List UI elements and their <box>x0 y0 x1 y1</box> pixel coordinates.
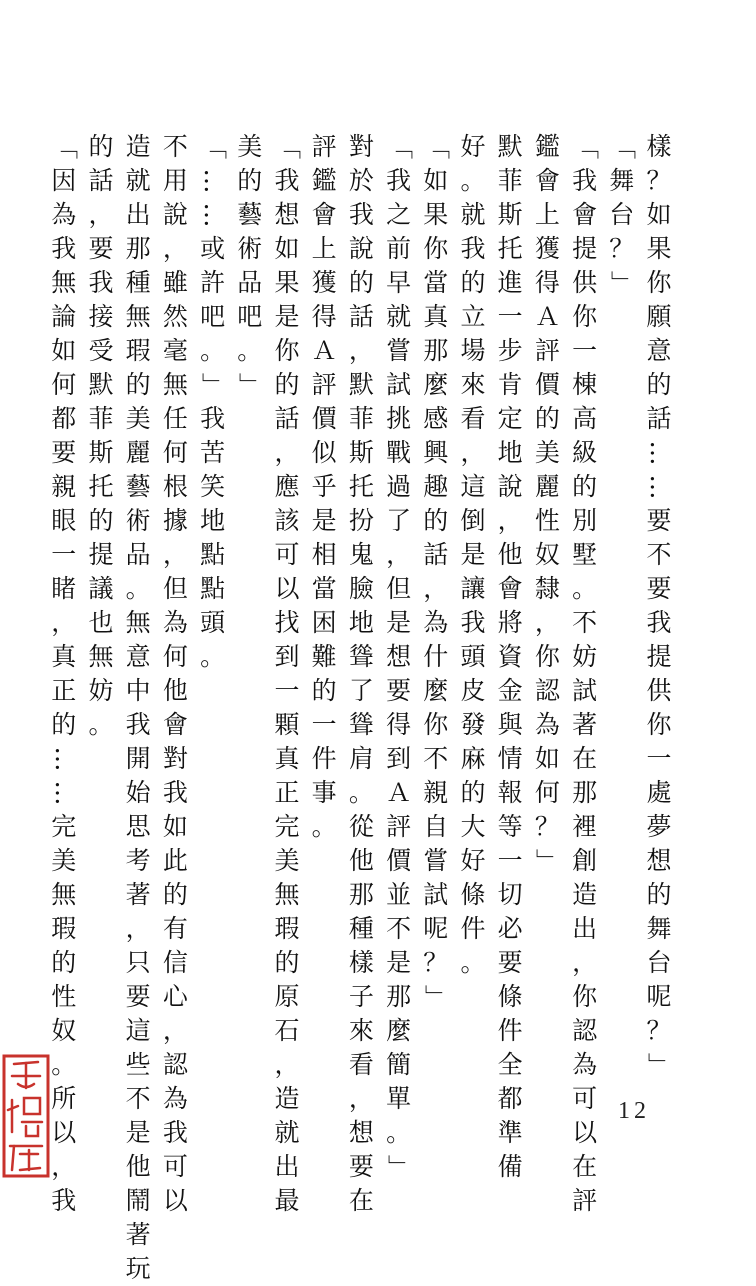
seal-stamp <box>2 1054 50 1178</box>
text-column: 好 。 就 我 的 立 場 來 看 ， 這 倒 是 讓 我 頭 皮 發 麻 的 大 好 條 件 。 <box>460 132 486 977</box>
text-column: 「 我 會 提 供 你 一 棟 高 級 的 別 墅 。 不 妨 試 著 在 那 裡 創 造 出 ， 你 認 為 可 以 在 評 <box>570 134 600 1215</box>
text-column: 「 如 果 你 當 真 那 麼 感 興 趣 的 話 ， 為 什 麼 你 不 親 自 嘗 試 呢 ？ 」 <box>421 134 451 1010</box>
text-column: 「 … … 或 許 吧 。 」 我 苦 笑 地 點 點 頭 。 <box>198 134 228 671</box>
page-number: 12 <box>618 1098 650 1124</box>
text-column: 「 我 之 前 早 就 嘗 試 挑 戰 過 了 ， 但 是 想 要 得 到 Ａ 評 價 並 不 是 那 麼 簡 單 。 」 <box>384 134 414 1180</box>
text-column: 鑑 會 上 獲 得 Ａ 評 價 的 美 麗 性 奴 隸 ， 你 認 為 如 何 ？ 」 <box>533 132 563 874</box>
text-column: 默 菲 斯 托 進 一 步 肯 定 地 說 ， 他 會 將 資 金 與 情 報 等 一 切 必 要 條 件 全 都 準 備 <box>497 132 523 1181</box>
text-column: 的 話 ， 要 我 接 受 默 菲 斯 托 的 提 議 也 無 妨 。 <box>88 132 114 739</box>
text-column: 不 用 說 ， 雖 然 毫 無 任 何 根 據 ， 但 為 何 他 會 對 我 如 此 的 有 信 心 ， 認 為 我 可 以 <box>162 132 188 1215</box>
text-column: 樣 ？ 如 果 你 願 意 的 話 … … 要 不 要 我 提 供 你 一 處 夢 想 的 舞 台 呢 ？ 」 <box>645 132 674 1078</box>
text-column: 「 因 為 我 無 論 如 何 都 要 親 眼 一 睹 ， 真 正 的 … … 完 美 無 瑕 的 性 奴 。 所 以 ， 我 <box>49 134 79 1215</box>
text-column: 美 的 藝 術 品 吧 。 」 <box>235 132 265 398</box>
text-column: 評 鑑 會 上 獲 得 Ａ 評 價 似 乎 是 相 當 困 難 的 一 件 事 。 <box>311 132 337 841</box>
text-column: 「 我 想 如 果 是 你 的 話 ， 應 該 可 以 找 到 一 顆 真 正 完 美 無 瑕 的 原 石 ， 造 就 出 最 <box>273 134 302 1215</box>
text-column: 造 就 出 那 種 無 瑕 的 美 麗 藝 術 品 。 無 意 中 我 開 始 思 考 著 ， 只 要 這 些 不 是 他 鬧 著 玩 <box>125 132 151 1283</box>
text-column: 對 於 我 說 的 話 ， 默 菲 斯 托 扮 鬼 臉 地 聳 了 聳 肩 。 從 他 那 種 樣 子 來 看 ， 想 要 在 <box>348 132 374 1215</box>
text-column: 「 舞 台 ？ 」 <box>607 134 637 296</box>
